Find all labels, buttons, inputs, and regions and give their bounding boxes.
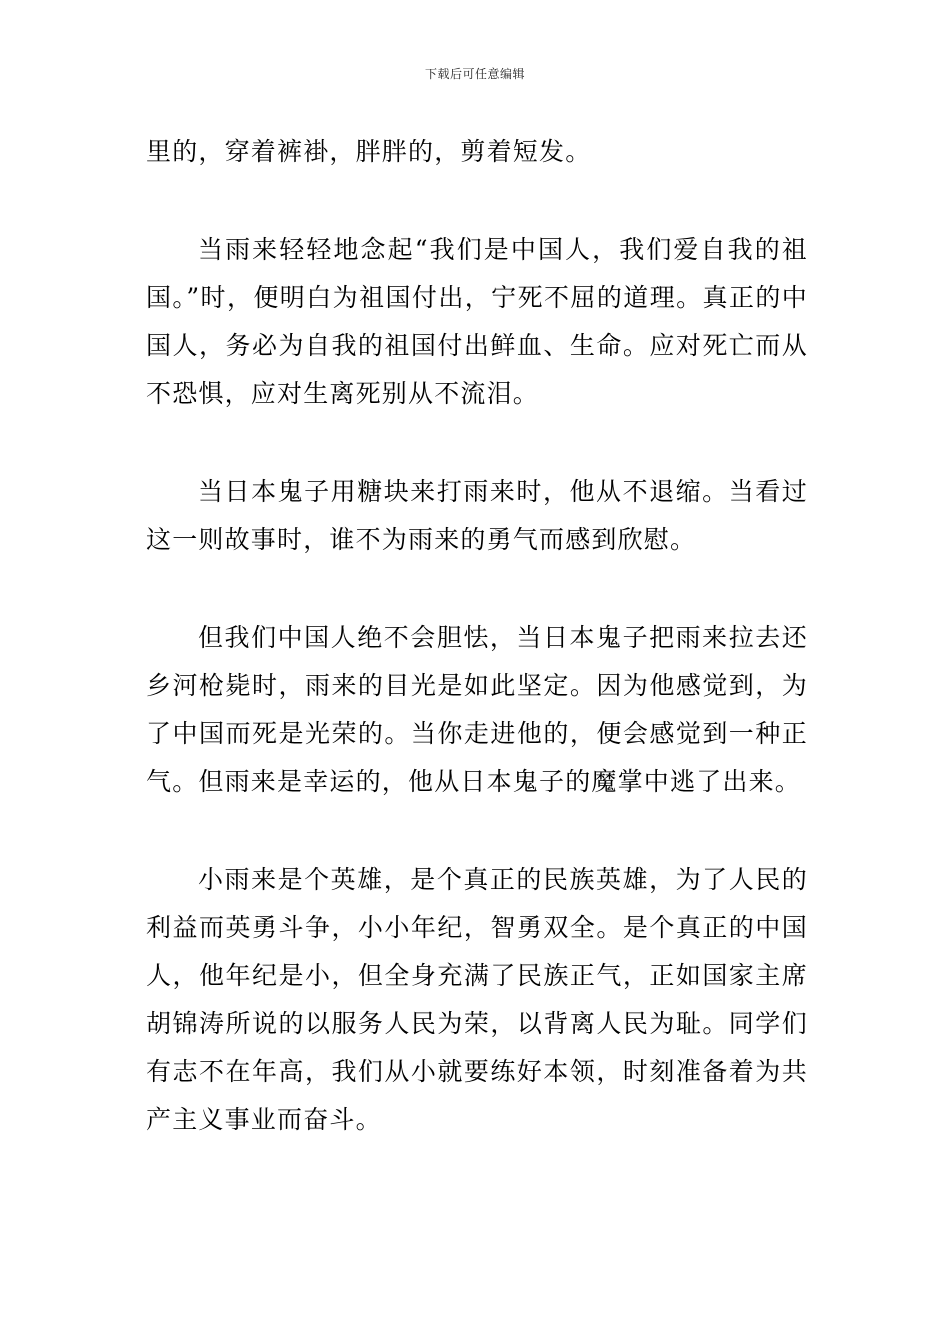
paragraph: 当日本鬼子用糖块来打雨来时，他从不退缩。当看过这一则故事时，谁不为雨来的勇气而感到欣慰。 — [146, 477, 808, 554]
header-note: 下载后可任意编辑 — [424, 67, 525, 81]
paragraph-gap — [146, 806, 808, 856]
paragraph-gap — [146, 176, 808, 226]
paragraph: 当雨来轻轻地念起“我们是中国人，我们爱自我的祖国。”时，便明白为祖国付出，宁死不屈的道理。真正的中国人，务必为自我的祖国付出鲜血、生命。应对死亡而从不恐惧，应对生离死别从不流泪。 — [146, 235, 808, 408]
paragraph-gap — [146, 418, 808, 468]
paragraph: 但我们中国人绝不会胆怯，当日本鬼子把雨来拉去还乡河枪毙时，雨来的目光是如此坚定。因为他感觉到，为了中国而死是光荣的。当你走进他的，便会感觉到一种正气。但雨来是幸运的，他从日本鬼子的魔掌中逃了出来。 — [146, 623, 808, 796]
paragraph-continuation: 里的，穿着裤褂，胖胖的，剪着短发。 — [146, 137, 592, 166]
document-body — [146, 128, 808, 1144]
paragraph-gap — [146, 564, 808, 614]
paragraph: 小雨来是个英雄，是个真正的民族英雄，为了人民的利益而英勇斗争，小小年纪，智勇双全。是个真正的中国人，他年纪是小，但全身充满了民族正气，正如国家主席胡锦涛所说的以服务人民为荣，以背离人民为耻。同学们有志不在年高，我们从小就要练好本领，时刻准备着为共产主义事业而奋斗。 — [146, 865, 808, 1134]
